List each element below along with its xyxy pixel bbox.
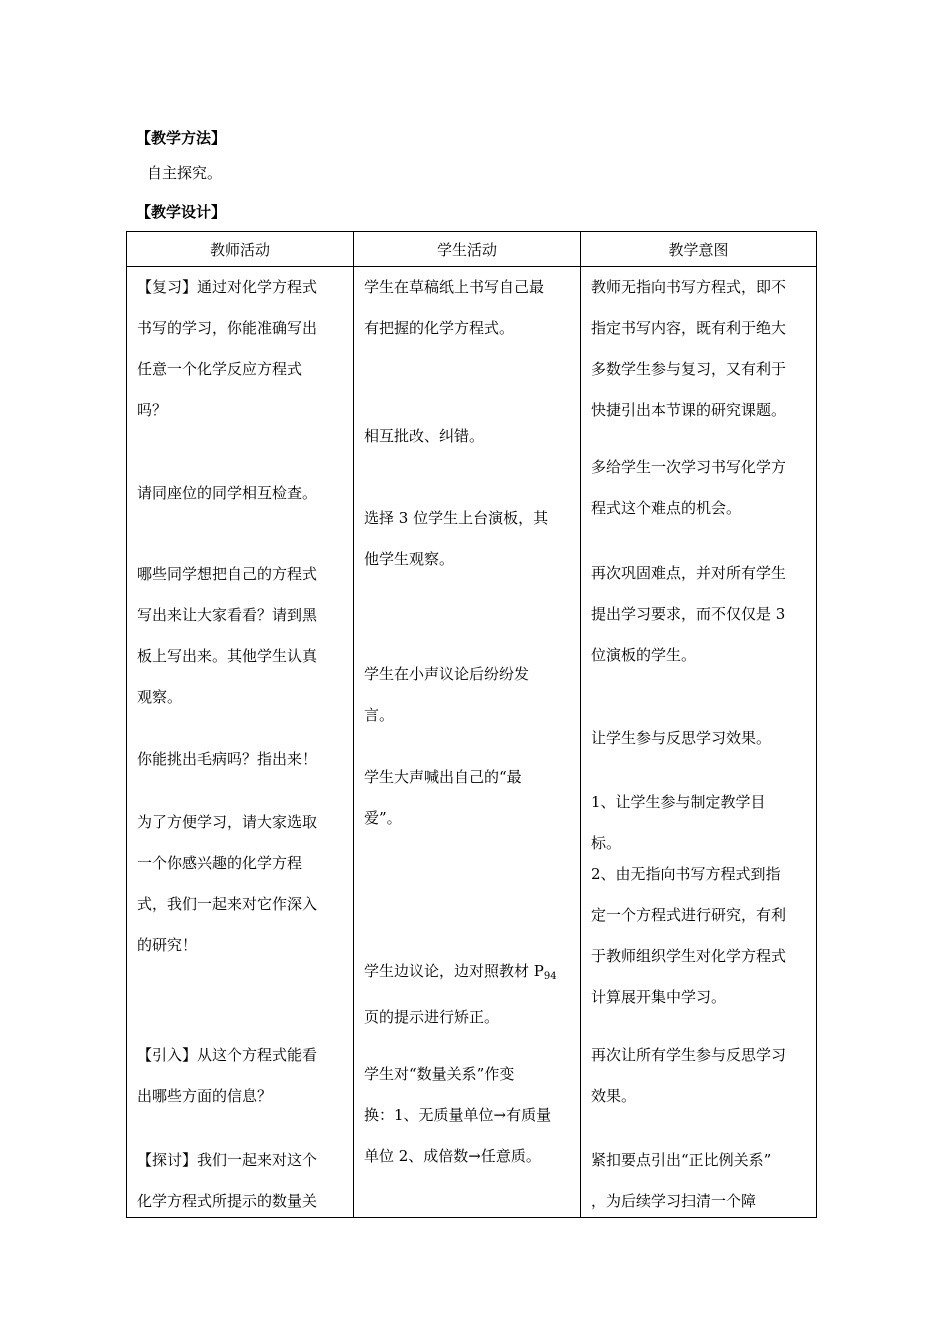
intent-paragraph [591, 718, 808, 759]
teaching-design-table [126, 231, 817, 1218]
student-line: 换：1、无质量单位→有质量 [364, 1106, 552, 1124]
intent-paragraph [591, 267, 808, 431]
textbook-page-subscript: 94 [543, 971, 557, 982]
intent-line: 再次让所有学生参与反思学习 [591, 1046, 787, 1064]
teacher-line: 请同座位的同学相互检查。 [137, 484, 318, 502]
student-paragraph [364, 654, 572, 736]
header-teacher-activity: 教师活动 [127, 232, 354, 267]
teacher-line: 板上写出来。其他学生认真 [137, 647, 318, 665]
intent-paragraph [591, 1140, 808, 1222]
student-line: 学生在草稿纸上书写自己最 [364, 278, 545, 296]
student-paragraph [364, 498, 572, 580]
intent-line: 提出学习要求，而不仅仅是 3 [591, 605, 786, 623]
intent-paragraph [591, 447, 808, 529]
intent-line: 1、让学生参与制定教学目 [591, 793, 766, 811]
teacher-line: 写出来让大家看看？请到黑 [137, 606, 318, 624]
intent-line: ，为后续学习扫清一个障 [591, 1192, 757, 1210]
student-line: 他学生观察。 [364, 550, 455, 568]
teacher-paragraph [137, 473, 345, 514]
student-line: 相互批改、纠错。 [364, 427, 485, 445]
intent-line: 位演板的学生。 [591, 646, 697, 664]
student-line: 选择 3 位学生上台演板，其 [364, 509, 549, 527]
teacher-activity-cell [127, 267, 354, 1218]
student-line: 学生大声喊出自己的“最 [364, 768, 522, 786]
table-header-row [127, 232, 817, 267]
teacher-line: 为了方便学习，请大家选取 [137, 813, 318, 831]
intent-paragraph [591, 553, 808, 676]
intent-paragraph [591, 782, 808, 864]
teacher-line: 【复习】通过对化学方程式 [137, 278, 318, 296]
student-activity-cell [354, 267, 581, 1218]
intent-line: 程式这个难点的机会。 [591, 499, 742, 517]
teacher-line: 出哪些方面的信息？ [137, 1087, 273, 1105]
student-line: 单位 2、成倍数→任意质。 [364, 1147, 541, 1165]
teacher-line: 的研究！ [137, 936, 198, 954]
teacher-paragraph [137, 267, 345, 431]
student-line: 言。 [364, 706, 395, 724]
intent-line: 效果。 [591, 1087, 637, 1105]
teacher-line: 一个你感兴趣的化学方程 [137, 854, 303, 872]
intent-line: 2、由无指向书写方程式到指 [591, 865, 781, 883]
student-paragraph [364, 267, 572, 349]
intent-line: 教师无指向书写方程式，即不 [591, 278, 787, 296]
teaching-method-heading: 【教学方法】 [136, 129, 227, 147]
teacher-paragraph [137, 1140, 345, 1222]
teacher-paragraph [137, 554, 345, 718]
intent-line: 计算展开集中学习。 [591, 988, 727, 1006]
student-paragraph [364, 1054, 572, 1177]
teacher-line: 你能挑出毛病吗？指出来！ [137, 750, 318, 768]
teacher-paragraph [137, 802, 345, 966]
intent-line: 多给学生一次学习书写化学方 [591, 458, 787, 476]
intent-line: 再次巩固难点，并对所有学生 [591, 564, 787, 582]
intent-line: 多数学生参与复习，又有利于 [591, 360, 787, 378]
teaching-method-text: 自主探究。 [147, 164, 223, 182]
intent-line: 紧扣要点引出“正比例关系” [591, 1151, 772, 1169]
teaching-intent-cell [581, 267, 817, 1218]
teacher-line: 观察。 [137, 688, 183, 706]
teacher-line: 【探讨】我们一起来对这个 [137, 1151, 318, 1169]
student-line: 页的提示进行矫正。 [364, 1008, 500, 1026]
teacher-line: 任意一个化学反应方程式 [137, 360, 303, 378]
intent-line: 于教师组织学生对化学方程式 [591, 947, 787, 965]
teacher-line: 式，我们一起来对它作深入 [137, 895, 318, 913]
header-teaching-intent: 教学意图 [581, 232, 817, 267]
intent-line: 快捷引出本节课的研究课题。 [591, 401, 787, 419]
teacher-paragraph [137, 1035, 345, 1117]
student-line: 学生边议论，边对照教材 $P_{94}$ [364, 962, 557, 982]
teacher-line: 哪些同学想把自己的方程式 [137, 565, 318, 583]
teacher-line: 化学方程式所提示的数量关 [137, 1192, 318, 1210]
teacher-line: 【引入】从这个方程式能看 [137, 1046, 318, 1064]
teaching-design-heading: 【教学设计】 [136, 203, 227, 221]
student-paragraph [364, 757, 572, 839]
student-line: 学生对“数量关系”作变 [364, 1065, 515, 1083]
intent-line: 定一个方程式进行研究，有利 [591, 906, 787, 924]
intent-paragraph [591, 1035, 808, 1117]
teacher-line: 吗？ [137, 401, 168, 419]
intent-line: 标。 [591, 834, 622, 852]
student-paragraph [364, 951, 572, 1038]
student-line: 爱”。 [364, 809, 402, 827]
table-row [127, 267, 817, 1218]
intent-line: 指定书写内容，既有利于绝大 [591, 319, 787, 337]
student-line: 学生在小声议论后纷纷发 [364, 665, 530, 683]
intent-paragraph [591, 854, 808, 1018]
header-student-activity: 学生活动 [354, 232, 581, 267]
teacher-paragraph [137, 739, 345, 780]
student-line: 有把握的化学方程式。 [364, 319, 515, 337]
student-paragraph [364, 416, 572, 457]
intent-line: 让学生参与反思学习效果。 [591, 729, 772, 747]
teacher-line: 书写的学习，你能准确写出 [137, 319, 318, 337]
